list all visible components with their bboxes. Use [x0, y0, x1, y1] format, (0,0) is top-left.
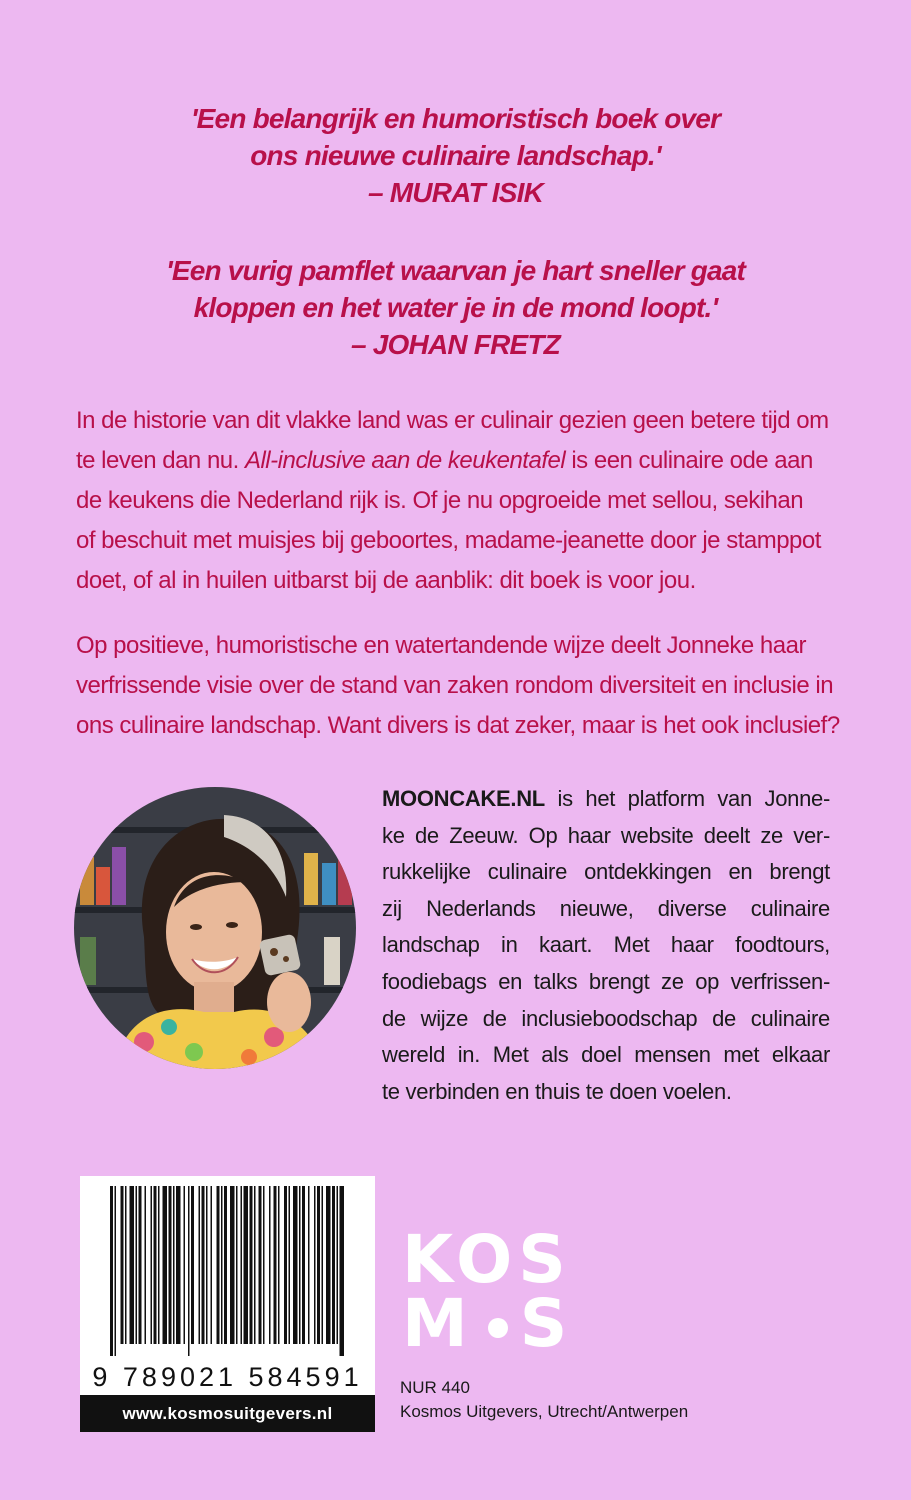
- barcode-bar: [244, 1186, 249, 1344]
- blurb-line: de keukens die Nederland rijk is. Of je nu opgroeide met sellou, sekihan: [76, 487, 804, 514]
- blurb-line: doet, of al in huilen uitbarst bij de aanblik: dit boek is voor jou.: [76, 567, 696, 594]
- barcode-bar: [254, 1186, 256, 1344]
- blurb-paragraph-1: [76, 401, 836, 601]
- barcode-bar: [299, 1186, 301, 1344]
- barcode-bar: [241, 1186, 243, 1344]
- barcode-bar: [121, 1186, 124, 1344]
- blurb-paragraph-2: [76, 626, 840, 746]
- barcode-bar: [158, 1186, 160, 1344]
- barcode-bar: [125, 1186, 127, 1344]
- quote-line: kloppen en het water je in de mond loopt.': [193, 292, 718, 323]
- bio-line: de wijze de inclusieboodschap de culinaire: [382, 1005, 830, 1031]
- barcode-bar: [308, 1186, 310, 1344]
- nur-code: NUR 440: [400, 1378, 470, 1397]
- barcode-bar: [202, 1186, 205, 1344]
- bio-line: wereld in. Met als doel mensen met elkaar: [382, 1042, 830, 1068]
- logo-row: M S: [402, 1285, 574, 1362]
- barcode-bar: [154, 1186, 157, 1344]
- blurb-line: ons culinaire landschap. Want divers is dat zeker, maar is het ook inclusief?: [76, 712, 840, 739]
- barcode-bar: [217, 1186, 220, 1344]
- quote-line: 'Een vurig pamflet waarvan je hart sneller gaat: [165, 255, 746, 286]
- quote-murat-isik: [0, 100, 911, 211]
- barcode-box: [80, 1176, 375, 1432]
- barcode-bar: [199, 1186, 201, 1344]
- barcode-bar: [115, 1186, 117, 1356]
- blurb-line: Op positieve, humoristische en watertandende wijze deelt Jonneke haar: [76, 632, 806, 659]
- barcode-bar: [163, 1186, 168, 1344]
- logo-row: KOS: [402, 1221, 572, 1298]
- bio-line: te verbinden en thuis te doen voelen.: [382, 1078, 732, 1104]
- logo-dot: [488, 1318, 508, 1338]
- bio-line: zij Nederlands nieuwe, diverse culinaire: [382, 895, 830, 921]
- quote-johan-fretz: [0, 252, 911, 363]
- barcode-bar: [221, 1186, 223, 1344]
- quote-author: – JOHAN FRETZ: [351, 329, 560, 360]
- barcode-bar: [284, 1186, 287, 1344]
- quote-line: 'Een belangrijk en humoristisch boek over: [190, 103, 721, 134]
- author-portrait: [74, 787, 356, 1069]
- kosmos-logo: [402, 1221, 574, 1362]
- barcode-bar: [139, 1186, 142, 1344]
- barcode-bar: [230, 1186, 235, 1344]
- barcode-bar: [130, 1186, 135, 1344]
- barcode-bar: [211, 1186, 213, 1344]
- blurb-line: In de historie van dit vlakke land was er culinair gezien geen betere tijd om: [76, 407, 829, 434]
- bio-line: landschap in kaart. Met haar foodtours,: [382, 932, 830, 958]
- brand-name: MOONCAKE.NL: [382, 786, 545, 811]
- imprint: [400, 1376, 688, 1424]
- quote-author: – MURAT ISIK: [368, 177, 543, 208]
- barcode-bar: [191, 1186, 194, 1344]
- blurb-line: of beschuit met muisjes bij geboortes, madame-jeanette door je stamppot: [76, 527, 821, 554]
- publisher-imprint: Kosmos Uitgevers, Utrecht/Antwerpen: [400, 1402, 689, 1421]
- barcode-bar: [110, 1186, 113, 1356]
- barcode-bar: [176, 1186, 181, 1344]
- publisher-url: www.kosmosuitgevers.nl: [80, 1395, 375, 1432]
- barcode-bars: [110, 1186, 345, 1356]
- barcode-bar: [326, 1186, 331, 1344]
- barcode-bar: [278, 1186, 280, 1344]
- barcode-bar: [332, 1186, 335, 1344]
- barcode-bar: [259, 1186, 262, 1344]
- author-bio: [382, 781, 830, 1110]
- barcode-bar: [293, 1186, 298, 1344]
- blurb-line: verfrissende visie over de stand van zaken rondom diversiteit en inclusie in: [76, 672, 834, 699]
- barcode-bar: [169, 1186, 172, 1344]
- barcode-bar: [151, 1186, 153, 1344]
- barcode-bar: [302, 1186, 305, 1344]
- bio-line: foodiebags en talks brengt ze op verfrissen-: [382, 968, 830, 994]
- barcode-bar: [206, 1186, 208, 1344]
- barcode-bar: [314, 1186, 316, 1344]
- barcode-bar: [250, 1186, 253, 1344]
- barcode-bar: [173, 1186, 175, 1344]
- barcode-bar: [184, 1186, 186, 1344]
- barcode-bar: [322, 1186, 324, 1344]
- barcode-bar: [289, 1186, 291, 1344]
- barcode-bar: [145, 1186, 147, 1344]
- barcode-bar: [269, 1186, 271, 1344]
- bio-line: MOONCAKE.NL is het platform van Jonne-: [382, 786, 830, 811]
- barcode-bar: [274, 1186, 277, 1344]
- barcode-bar: [340, 1186, 345, 1356]
- quote-line: ons nieuwe culinaire landschap.': [250, 140, 661, 171]
- barcode-bar: [188, 1186, 190, 1356]
- blurb-line: te leven dan nu. All-inclusive aan de keukentafel is een culinaire ode aan: [76, 447, 813, 474]
- book-title: All-inclusive aan de keukentafel: [244, 447, 566, 474]
- barcode-bar: [236, 1186, 238, 1344]
- barcode-bar: [224, 1186, 227, 1344]
- bio-line: rukkelijke culinaire ontdekkingen en brengt: [382, 859, 830, 885]
- barcode-bar: [337, 1186, 339, 1344]
- bio-line: ke de Zeeuw. Op haar website deelt ze ver-: [382, 822, 830, 848]
- barcode-bar: [263, 1186, 265, 1344]
- isbn-number: 9 789021 584591: [92, 1362, 363, 1392]
- barcode-bar: [317, 1186, 320, 1344]
- barcode-bar: [136, 1186, 138, 1344]
